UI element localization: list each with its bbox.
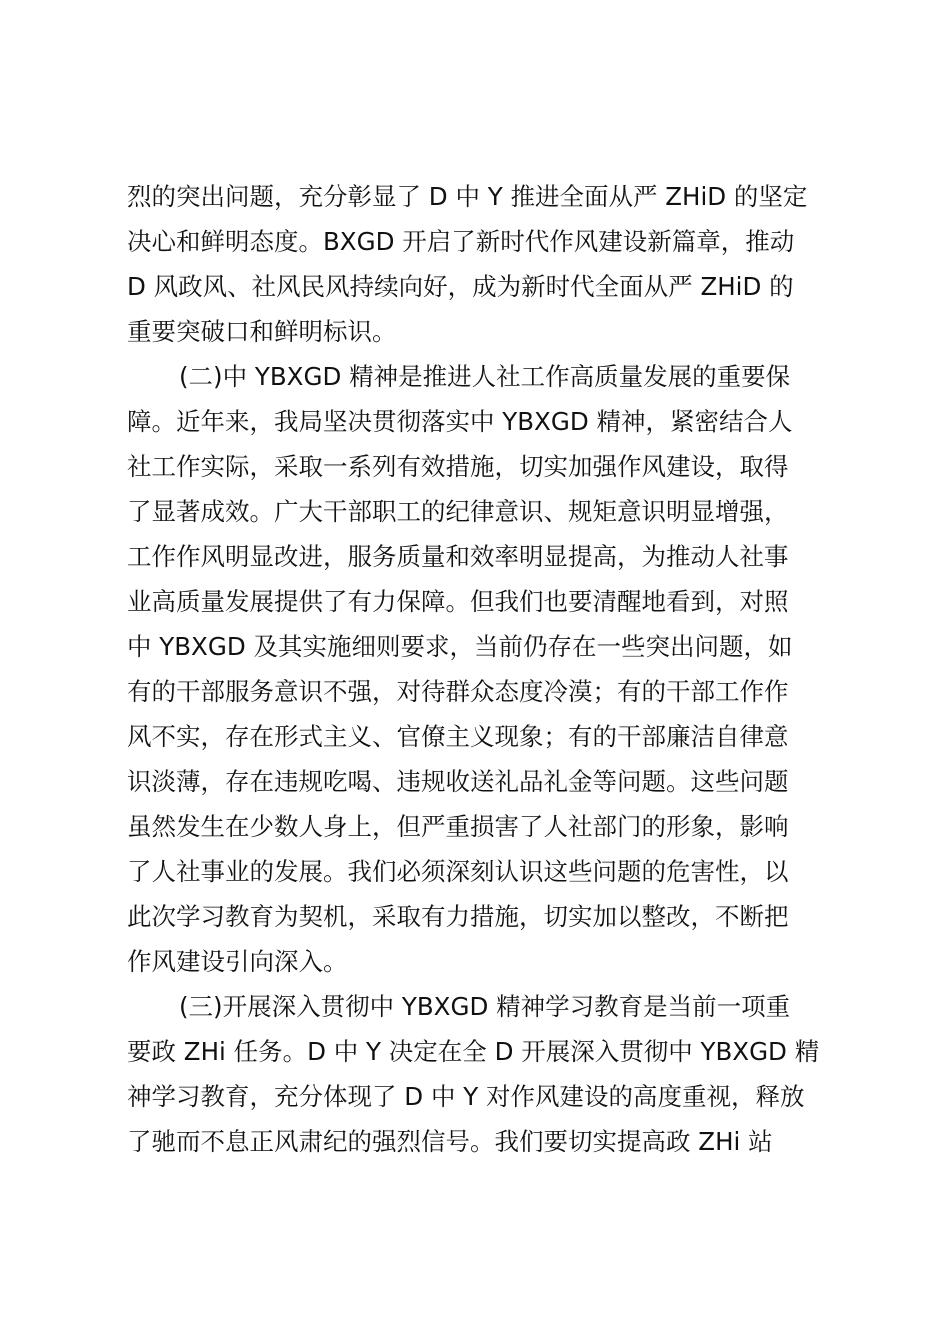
section-heading-line: (三)开展深入贯彻中 YBXGD 精神学习教育是当前一项重 — [179, 992, 791, 1021]
text-line: 要政 ZHi 任务。D 中 Y 决定在全 D 开展深入贯彻中 YBXGD 精 — [127, 1037, 820, 1066]
text-line: 作风建设引向深入。 — [127, 947, 348, 976]
document-body — [127, 174, 827, 1164]
text-line: 重要突破口和鲜明标识。 — [127, 317, 397, 346]
text-line: 工作作风明显改进，服务质量和效率明显提高，为推动人社事 — [127, 542, 789, 571]
text-line: 风不实，存在形式主义、官僚主义现象；有的干部廉洁自律意 — [127, 722, 789, 751]
text-line: 障。近年来，我局坚决贯彻落实中 YBXGD 精神，紧密结合人 — [127, 407, 793, 436]
text-line: 社工作实际，采取一系列有效措施，切实加强作风建设，取得 — [127, 452, 789, 481]
text-line: 决心和鲜明态度。BXGD 开启了新时代作风建设新篇章，推动 — [127, 227, 795, 256]
text-line: 了显著成效。广大干部职工的纪律意识、规矩意识明显增强， — [127, 497, 789, 526]
text-line: 烈的突出问题，充分彰显了 D 中 Y 推进全面从严 ZHiD 的坚定 — [127, 182, 808, 211]
text-line: 了驰而不息正风肃纪的强烈信号。我们要切实提高政 ZHi 站 — [127, 1127, 773, 1156]
text-line: 中 YBXGD 及其实施细则要求，当前仍存在一些突出问题，如 — [127, 632, 793, 661]
section-heading-line: (二)中 YBXGD 精神是推进人社工作高质量发展的重要保 — [179, 362, 791, 391]
text-line: 识淡薄，存在违规吃喝、违规收送礼品礼金等问题。这些问题 — [127, 767, 789, 796]
text-line: 神学习教育，充分体现了 D 中 Y 对作风建设的高度重视，释放 — [127, 1082, 805, 1111]
text-line: 了人社事业的发展。我们必须深刻认识这些问题的危害性，以 — [127, 857, 789, 886]
text-line: 虽然发生在少数人身上，但严重损害了人社部门的形象，影响 — [127, 812, 789, 841]
text-line: 此次学习教育为契机，采取有力措施，切实加以整改，不断把 — [127, 902, 789, 931]
text-line: 有的干部服务意识不强，对待群众态度冷漠；有的干部工作作 — [127, 677, 789, 706]
text-line: D 风政风、社风民风持续向好，成为新时代全面从严 ZHiD 的 — [127, 272, 794, 301]
text-line: 业高质量发展提供了有力保障。但我们也要清醒地看到，对照 — [127, 587, 789, 616]
